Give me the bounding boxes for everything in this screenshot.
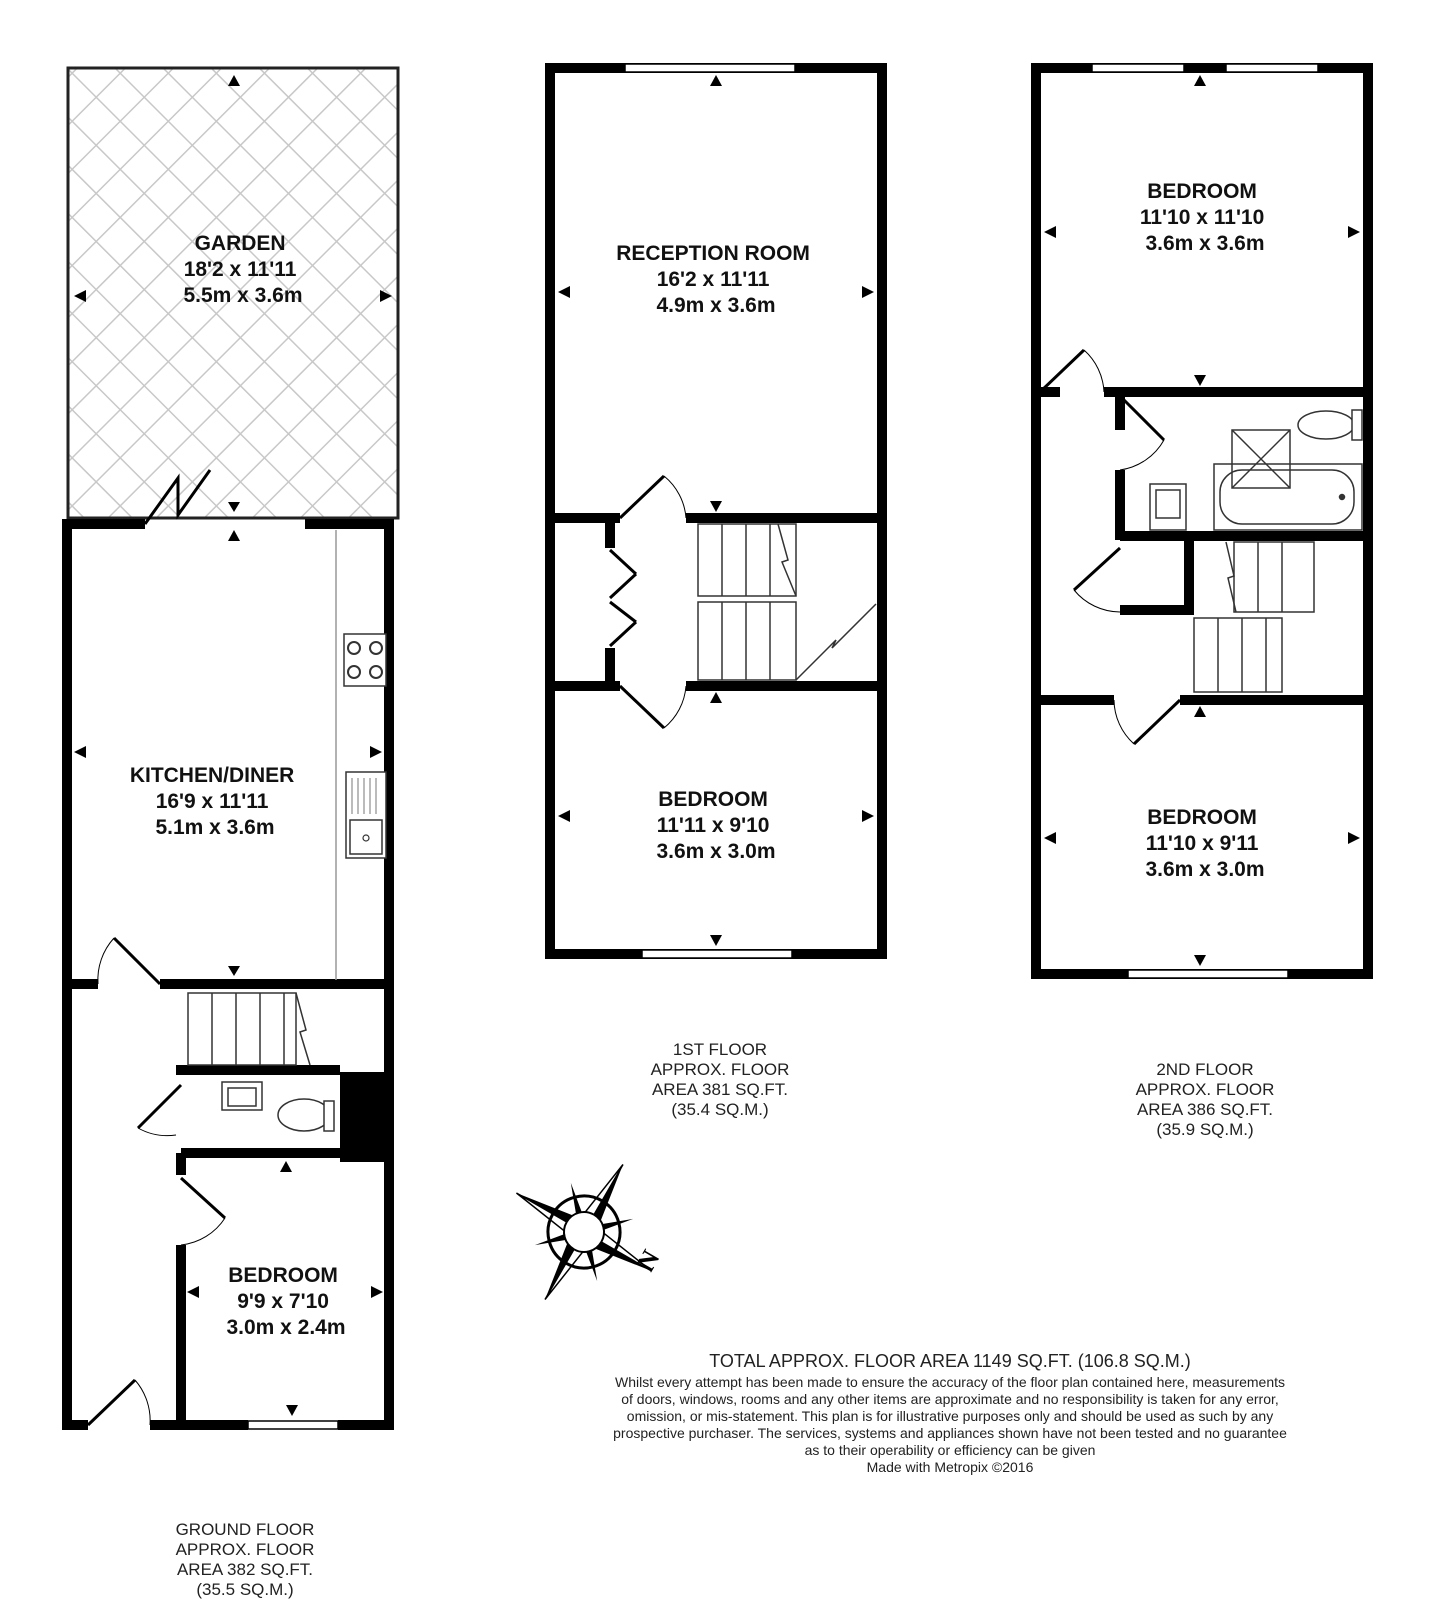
second-front-window-left (1092, 64, 1184, 72)
reception-label: RECEPTION ROOM (616, 242, 810, 265)
ground-floor-caption-line: AREA 382 SQ.FT. (176, 1560, 314, 1579)
ground-bedroom-size-metric: 3.0m x 2.4m (226, 1316, 346, 1339)
ground-stairs (188, 993, 310, 1065)
disclaimer-line: Whilst every attempt has been made to ensure the accuracy of the floor plan contained here, measurements (614, 1374, 1286, 1390)
first-floor-caption-line: 1ST FLOOR (672, 1040, 768, 1059)
disclaimer-line: prospective purchaser. The services, systems and appliances shown have not been tested and no guarantee (613, 1425, 1287, 1441)
ground-duct (340, 1072, 390, 1162)
compass-rose-icon (477, 1125, 690, 1338)
second-front-window-right (1226, 64, 1318, 72)
bath-icon (1214, 464, 1362, 530)
total-area-block (540, 1350, 1360, 1476)
second-toilet-icon (1298, 410, 1362, 440)
total-floor-area: TOTAL APPROX. FLOOR AREA 1149 SQ.FT. (106.8 SQ.M.) (709, 1351, 1191, 1371)
kitchen-label: KITCHEN/DINER (129, 764, 295, 787)
second-basin-icon (1150, 484, 1186, 530)
svg-text:RECEPTION ROOM 16'2 x 11 (616, 242, 816, 317)
wash-basin-icon (222, 1082, 262, 1110)
second-rear-bedroom-size-metric: 3.6m x 3.0m (1145, 858, 1265, 881)
first-floor-caption-line: APPROX. FLOOR (650, 1060, 790, 1079)
ground-bedroom-window (248, 1421, 338, 1429)
ground-floor-caption-line: GROUND FLOOR (175, 1520, 315, 1539)
second-front-bedroom-size-metric: 3.6m x 3.6m (1145, 232, 1265, 255)
second-front-bedroom-label: BEDROOM (1147, 180, 1257, 203)
reception-size-imperial: 16'2 x 11'11 (656, 268, 770, 291)
first-doors (610, 476, 686, 728)
second-stairs (1194, 542, 1314, 692)
reception-size-metric: 4.9m x 3.6m (656, 294, 776, 317)
first-floor-caption-line: AREA 381 SQ.FT. (651, 1080, 789, 1099)
ground-floor-caption (140, 1520, 350, 1600)
disclaimer-line: as to their operability or efficiency can be given (804, 1442, 1096, 1458)
second-front-bedroom-size-imperial: 11'10 x 11'10 (1139, 206, 1265, 229)
made-with-credit: Made with Metropix ©2016 (866, 1459, 1034, 1475)
svg-text:BEDROOM 11'10 x 9'11 (1145, 806, 1264, 881)
ground-bedroom-size-imperial: 9'9 x 7'10 (237, 1290, 329, 1313)
second-floor-caption-line: AREA 386 SQ.FT. (1136, 1100, 1274, 1119)
svg-text:KITCHEN/DINER 16'9 x 11' (130, 764, 300, 839)
first-floor-plan (550, 64, 882, 958)
svg-text:GARDEN 18'2 x 11'11 (183, 232, 302, 307)
garden-label: GARDEN (194, 232, 286, 255)
svg-text:BEDROOM 9'9 x 7'10 (226, 1264, 345, 1339)
first-floor-caption-line: (35.4 SQ.M.) (671, 1100, 769, 1119)
ground-floor-plan (62, 68, 398, 1430)
first-bedroom-size-imperial: 11'11 x 9'10 (656, 814, 770, 837)
second-floor-caption-line: 2ND FLOOR (1156, 1060, 1254, 1079)
kitchen-size-imperial: 16'9 x 11'11 (155, 790, 269, 813)
garden-size-metric: 5.5m x 3.6m (183, 284, 303, 307)
second-floor-caption (1105, 1060, 1305, 1140)
second-floor-caption-line: (35.9 SQ.M.) (1156, 1120, 1254, 1139)
ground-bedroom-label: BEDROOM (228, 1264, 338, 1287)
second-floor-plan (1036, 64, 1368, 978)
disclaimer-line: omission, or mis-statement. This plan is for illustrative purposes only and should be used as such by any (626, 1408, 1274, 1424)
ground-doors (88, 470, 225, 1425)
toilet-icon (278, 1099, 334, 1131)
second-rear-bedroom-size-imperial: 11'10 x 9'11 (1145, 832, 1259, 855)
first-bedroom-size-metric: 3.6m x 3.0m (656, 840, 776, 863)
ground-floor-caption-line: APPROX. FLOOR (175, 1540, 315, 1559)
garden-size-imperial: 18'2 x 11'11 (183, 258, 297, 281)
disclaimer-line: of doors, windows, rooms and any other items are approximate and no responsibility is taken for any error, (621, 1391, 1279, 1407)
ground-floor-caption-line: (35.5 SQ.M.) (196, 1580, 294, 1599)
reception-window (625, 64, 795, 72)
first-bedroom-window (642, 950, 792, 958)
compass-north-label: N (631, 1245, 666, 1276)
svg-text:BEDROOM 11'10 x 11'10 (1140, 180, 1270, 255)
second-rear-bedroom-label: BEDROOM (1147, 806, 1257, 829)
second-floor-caption-line: APPROX. FLOOR (1135, 1080, 1275, 1099)
first-floor-caption (620, 1040, 820, 1120)
first-bedroom-label: BEDROOM (658, 788, 768, 811)
kitchen-size-metric: 5.1m x 3.6m (155, 816, 275, 839)
first-stairs (698, 524, 876, 680)
second-doors (1040, 350, 1180, 744)
second-rear-window (1128, 970, 1288, 978)
hob-icon (344, 634, 386, 686)
svg-text:BEDROOM 11'11 x 9'10 (656, 788, 775, 863)
kitchen-sink-icon (346, 772, 386, 858)
